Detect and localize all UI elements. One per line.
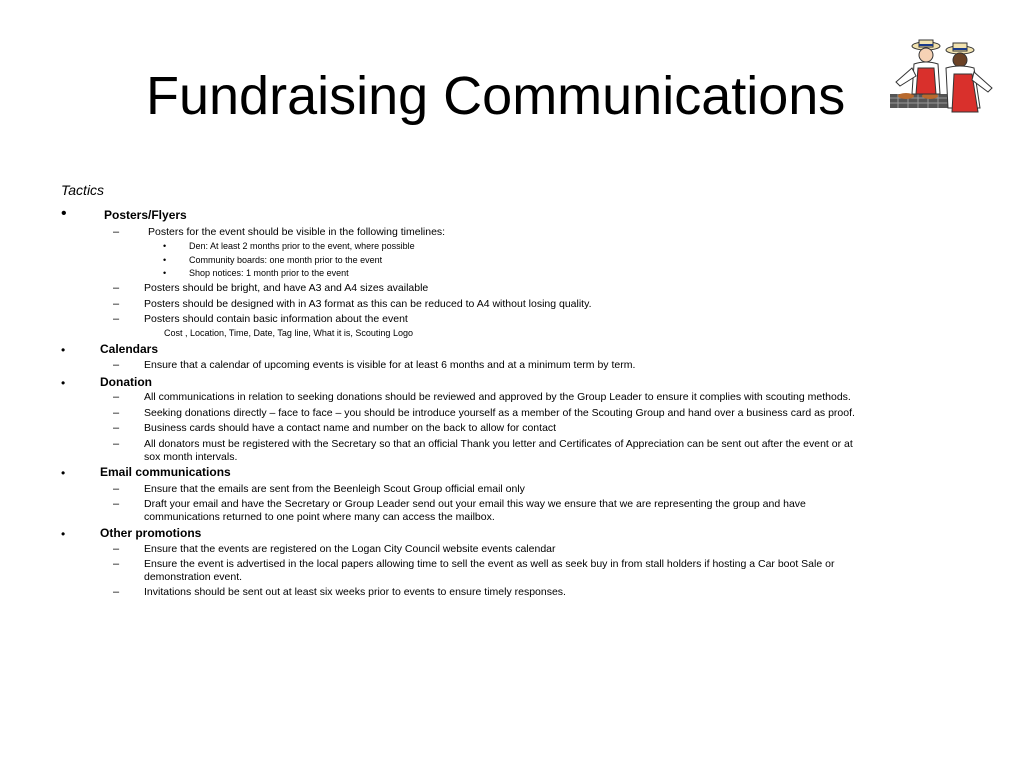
sub-point: Posters should contain basic information about the event — [144, 313, 408, 325]
sub-point: Invitations should be sent out at least six weeks prior to events to ensure timely responses. — [144, 586, 566, 598]
sub-point: Posters should be bright, and have A3 and A4 sizes available — [144, 282, 429, 294]
sub-point-continued: communications returned to one point where many can access the mailbox. — [144, 511, 495, 523]
sub-point: Ensure that the emails are sent from the Beenleigh Scout Group official email only — [144, 483, 525, 495]
dash-marker: – — [113, 407, 120, 419]
sub-point: Ensure that a calendar of upcoming events is visible for at least 6 months and at a minimum term by term. — [144, 359, 636, 371]
dot-marker: • — [163, 268, 167, 278]
sub-point-continued: demonstration event. — [144, 571, 243, 583]
slide-title: Fundraising Communications — [146, 66, 846, 126]
dash-marker: – — [113, 438, 120, 450]
bullet-heading: Calendars — [100, 342, 159, 356]
bullet-heading: Email communications — [100, 465, 231, 479]
dot-marker: • — [163, 241, 167, 251]
dash-marker: – — [113, 391, 120, 403]
bullet-marker: • — [61, 527, 66, 541]
bullet-heading: Donation — [100, 375, 152, 389]
sub-point: Ensure the event is advertised in the local papers allowing time to sell the event as well as seek buy in from stall holders if hosting a Car boot Sale or — [144, 558, 835, 570]
dash-marker: – — [113, 558, 120, 570]
dash-marker: – — [113, 298, 120, 310]
sub-point: All donators must be registered with the Secretary so that an official Thank you letter and Certificates of Appreciation can be sent out after the event or at — [144, 438, 853, 450]
sub-sub-point: Den: At least 2 months prior to the event, where possible — [189, 241, 415, 251]
sub-point: All communications in relation to seeking donations should be reviewed and approved by the Group Leader to ensure it complies with scouting methods. — [144, 391, 851, 403]
dash-marker: – — [113, 359, 120, 371]
bullet-marker: • — [61, 205, 67, 222]
sub-sub-point: Community boards: one month prior to the event — [189, 255, 383, 265]
detail-note: Cost , Location, Time, Date, Tag line, What it is, Scouting Logo — [164, 328, 413, 338]
bullet-heading: Other promotions — [100, 526, 202, 540]
bullet-marker: • — [61, 376, 66, 390]
sub-point-continued: sox month intervals. — [144, 451, 238, 463]
sub-point: Posters should be designed with in A3 format as this can be reduced to A4 without losing quality. — [144, 298, 592, 310]
sub-point: Ensure that the events are registered on the Logan City Council website events calendar — [144, 543, 556, 555]
sub-point: Posters for the event should be visible in the following timelines: — [148, 226, 446, 238]
dash-marker: – — [113, 422, 120, 434]
sub-sub-point: Shop notices: 1 month prior to the event — [189, 268, 349, 278]
dash-marker: – — [113, 498, 120, 510]
bullet-heading: Posters/Flyers — [104, 208, 187, 222]
section-label: Tactics — [61, 182, 105, 198]
dash-marker: – — [113, 313, 120, 325]
sub-point: Draft your email and have the Secretary or Group Leader send out your email this way we ensure that we are representing the group and have — [144, 498, 806, 510]
dash-marker: – — [113, 586, 120, 598]
dot-marker: • — [163, 255, 167, 265]
dash-marker: – — [113, 226, 120, 238]
dash-marker: – — [113, 543, 120, 555]
sub-point: Business cards should have a contact name and number on the back to allow for contact — [144, 422, 557, 434]
bullet-marker: • — [61, 466, 66, 480]
dash-marker: – — [113, 282, 120, 294]
dash-marker: – — [113, 483, 120, 495]
bullet-marker: • — [61, 343, 66, 357]
sub-point: Seeking donations directly – face to face – you should be introduce yourself as a member of the Scouting Group and hand over a business card as proof. — [144, 407, 855, 419]
